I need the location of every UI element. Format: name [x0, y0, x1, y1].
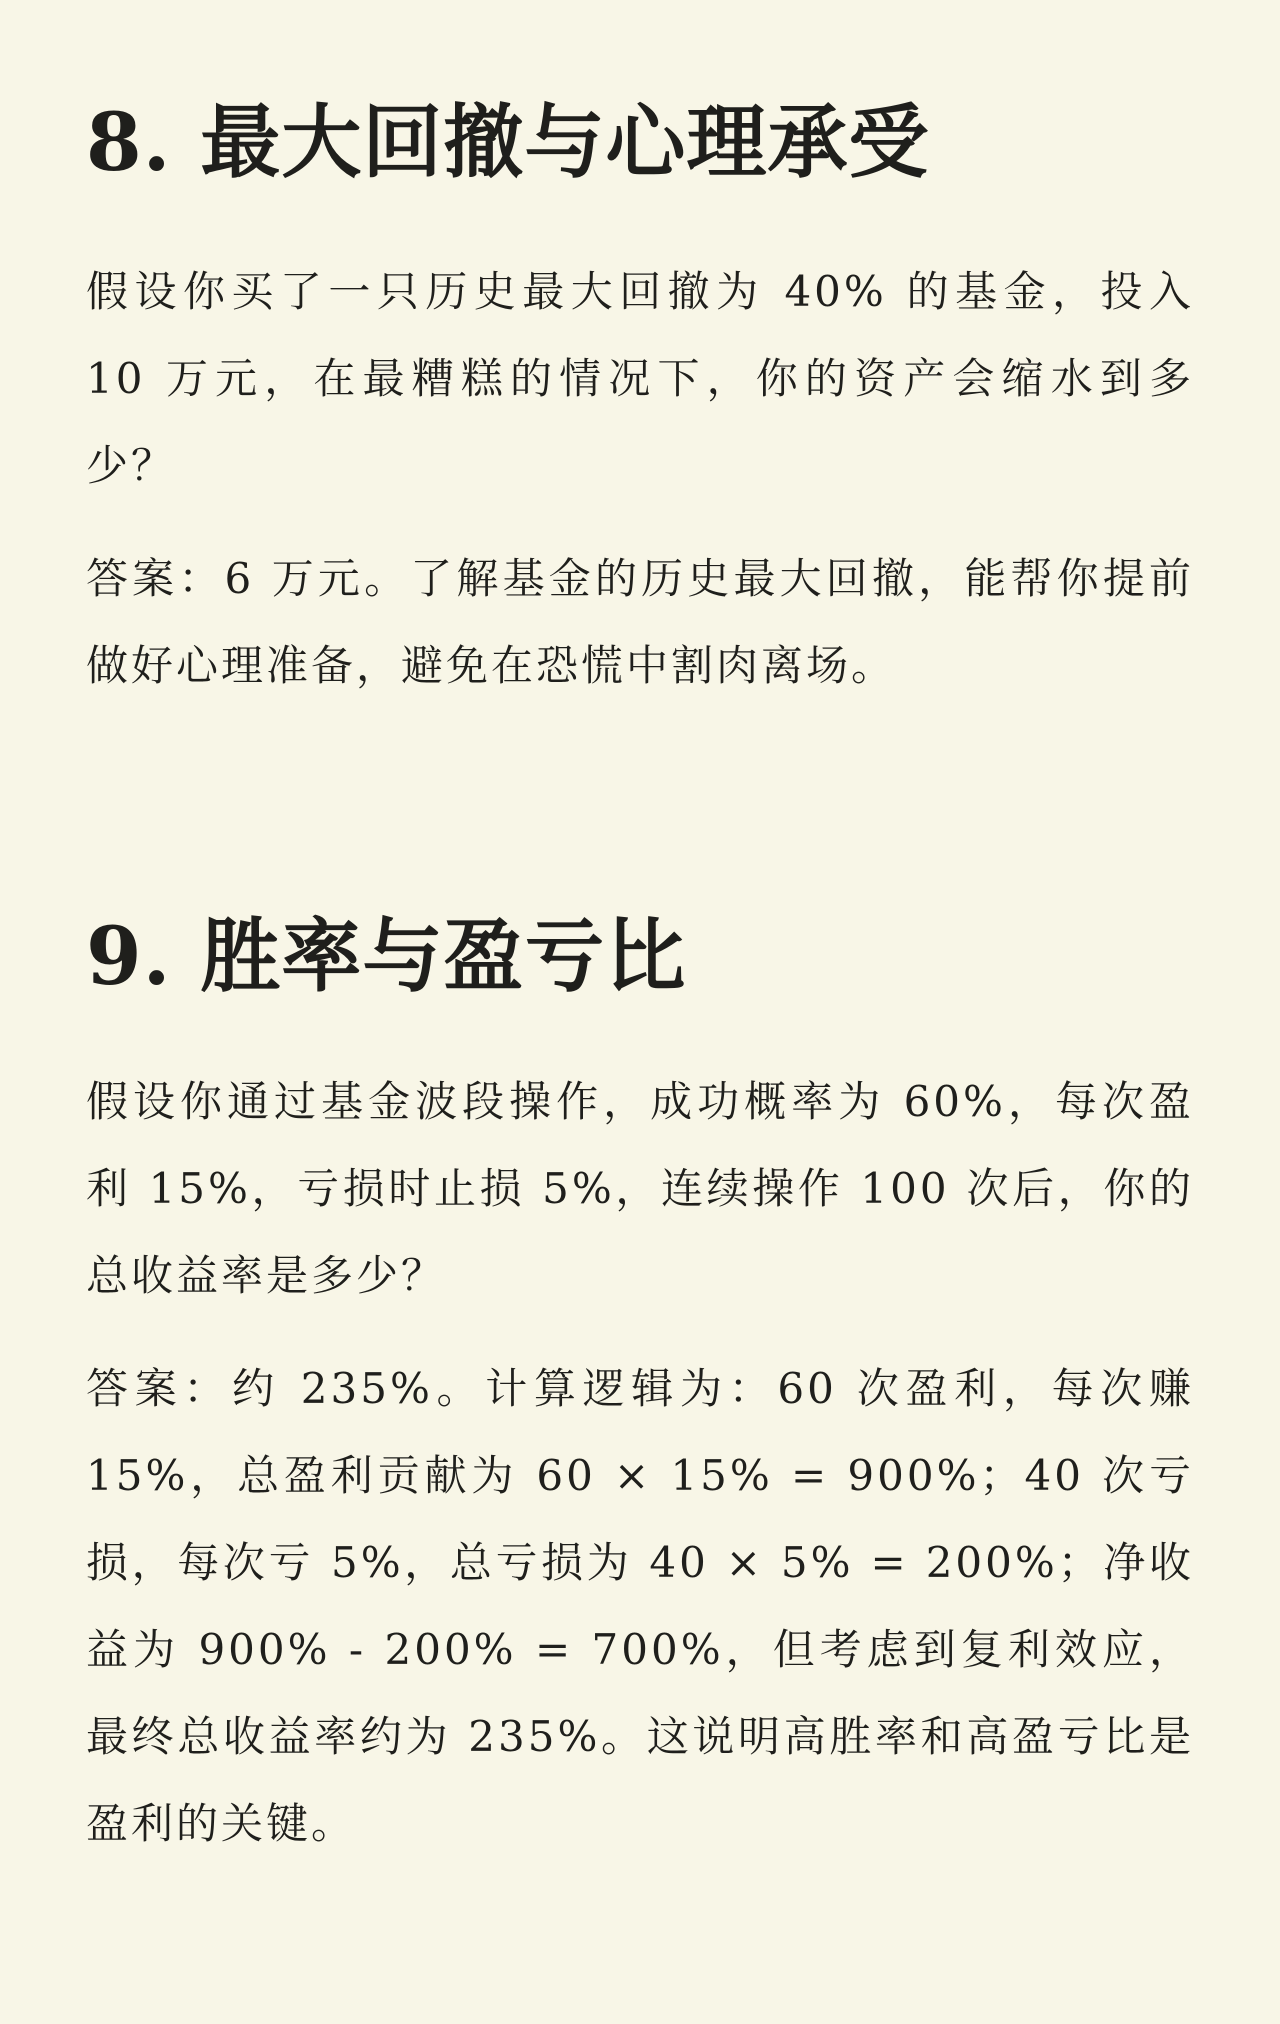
question-text: 假设你通过基金波段操作，成功概率为 60%，每次盈利 15%，亏损时止损 5%，连续操作 100 次后，你的总收益率是多少？ — [86, 1077, 1194, 1300]
section-max-drawdown — [86, 92, 1194, 709]
section-win-rate — [86, 906, 1194, 1867]
answer-text: 答案：6 万元。了解基金的历史最大回撤，能帮你提前做好心理准备，避免在恐慌中割肉离场。 — [86, 554, 1194, 690]
section-title: 9. 胜率与盈亏比 — [86, 909, 687, 1003]
question-text: 假设你买了一只历史最大回撤为 40% 的基金，投入 10 万元，在最糟糕的情况下，你的资产会缩水到多少？ — [86, 267, 1194, 490]
answer-text: 答案：约 235%。计算逻辑为：60 次盈利，每次赚 15%，总盈利贡献为 60 × 15% = 900%；40 次亏损，每次亏 5%，总亏损为 40 × 5% = 200%；净收益为 900% - 200% = 700%，但考虑到复利效应，最终总收益率约为 235%。这说明高胜率和高盈亏比是盈利的关键。 — [86, 1364, 1194, 1848]
section-title: 8. 最大回撤与心理承受 — [86, 95, 930, 189]
